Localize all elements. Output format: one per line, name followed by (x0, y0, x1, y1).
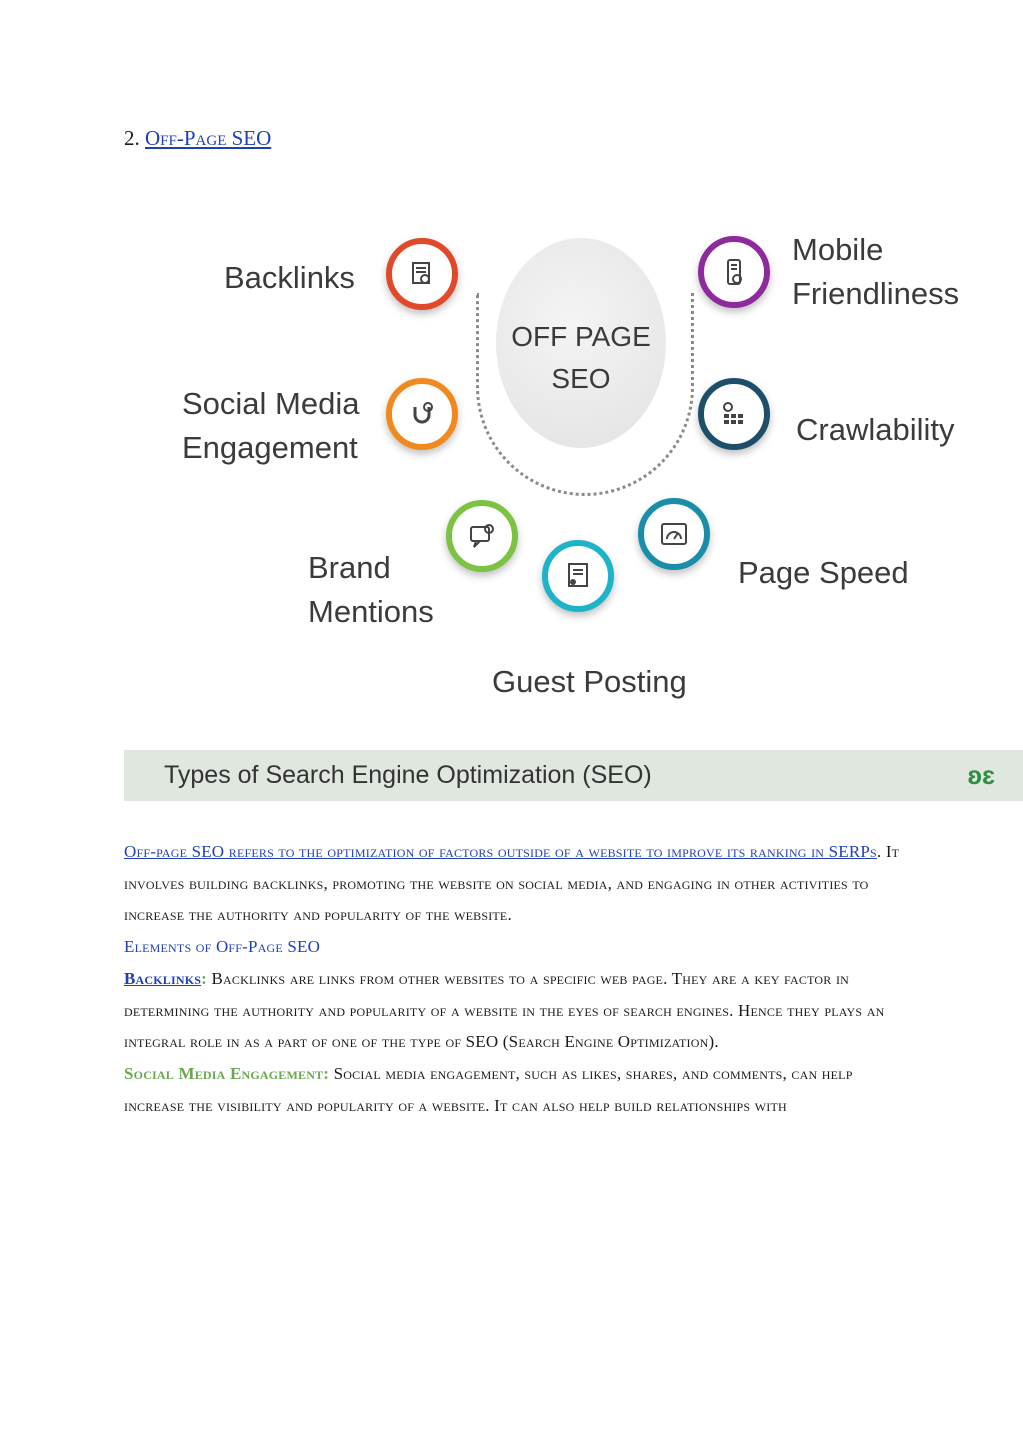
social-label: Social Media Engagement: (124, 1063, 330, 1083)
intro-paragraph: Off-page SEO refers to the optimization of factors outside of a website to improve its ranking in SERPs. It involves building backlinks, promoting the website on social media, and engaging in other activities to increase the authority and popularity of the website. (124, 842, 900, 925)
magnet-icon (386, 378, 458, 450)
label-guest-posting: Guest Posting (492, 664, 687, 699)
social-paragraph: Social Media Engagement: Social media engagement, such as likes, shares, and comments, can help increase the visibility and popularity of a website. It can also help build relationships with (124, 1063, 853, 1115)
document-link-icon (386, 238, 458, 310)
body-text (124, 836, 904, 1121)
section-title-link[interactable]: Off-Page SEO (145, 126, 272, 150)
chat-bubble-icon (446, 500, 518, 572)
label-page-speed: Page Speed (738, 555, 909, 590)
label-backlinks: Backlinks (224, 260, 355, 295)
banner-title: Types of Search Engine Optimization (SEO) (164, 761, 652, 789)
backlinks-link[interactable]: Backlinks (124, 968, 202, 988)
elements-heading: Elements of Off-Page SEO (124, 937, 321, 957)
intro-link[interactable]: Off-page SEO refers to the optimization of factors outside of a website to improve its ranking in SERPs (124, 842, 877, 861)
robot-grid-icon (698, 378, 770, 450)
label-crawlability: Crawlability (796, 412, 955, 447)
section-number: 2. (124, 126, 145, 150)
label-mobile-friendliness: Mobile Friendliness (792, 232, 960, 311)
label-brand-mentions: Brand Mentions (308, 550, 434, 629)
article-icon (542, 540, 614, 612)
mobile-phone-icon (698, 236, 770, 308)
gfg-logo: ʚɛ (967, 760, 995, 790)
section-heading (124, 126, 271, 151)
center-title: OFF PAGE SEO (511, 321, 651, 394)
backlinks-paragraph: Backlinks: Backlinks are links from other websites to a specific web page. They are a key factor in determining the authority and popularity of a website in the eyes of search engines. Hence they plays an integral role in as a part of one of the type of SEO (Search Engine Optimization). (124, 968, 885, 1052)
off-page-seo-infographic (124, 208, 1023, 738)
speedometer-icon (638, 498, 710, 570)
label-social-media: Social Media Engagement (182, 386, 360, 465)
seo-types-banner (124, 750, 1023, 801)
